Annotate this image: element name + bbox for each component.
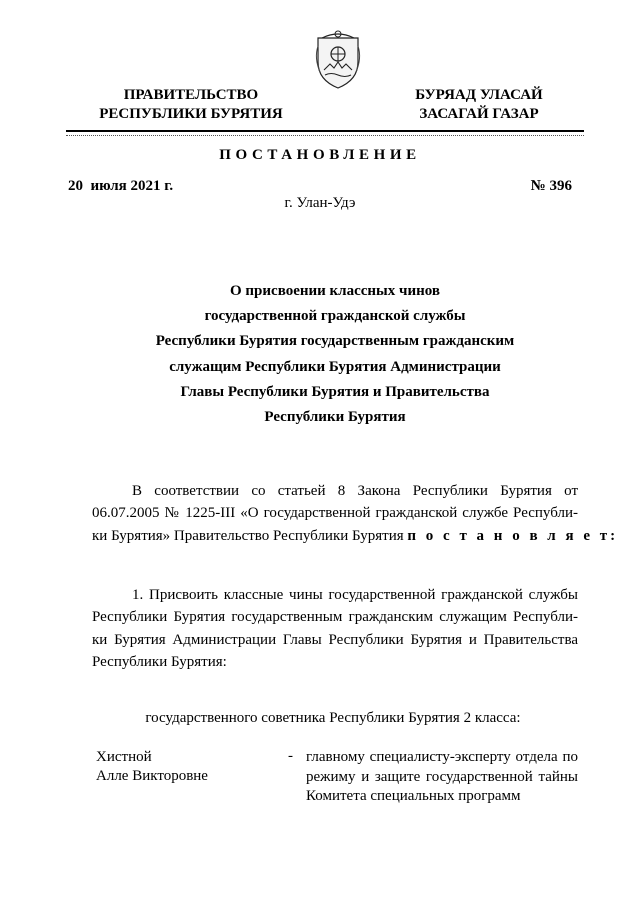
assignee-position <box>306 748 578 807</box>
header-right-line1: БУРЯАД УЛАСАЙ <box>415 87 543 103</box>
preamble-line <box>92 525 619 547</box>
position-line: режиму и защите государственной тайны <box>306 768 578 785</box>
clause-1-paragraph <box>92 584 578 674</box>
preamble-line: В соответствии со статьей 8 Закона Республики Бурятия от <box>132 483 578 499</box>
title-line: Республики Бурятия государственным гражданским <box>155 333 515 350</box>
position-line: главному специалисту-эксперту отдела по <box>306 749 578 765</box>
header-right-line2: ЗАСАГАЙ ГАЗАР <box>419 106 539 122</box>
title-line: О присвоении классных чинов <box>230 283 440 299</box>
assignee-given-name: Алле Викторовне <box>96 768 208 784</box>
document-date: 20 июля 2021 г. <box>68 178 174 194</box>
document-number: № 396 <box>530 178 572 194</box>
document-title <box>90 279 580 430</box>
class-rank: государственного советника Республики Бурятия 2 класса: <box>145 710 521 726</box>
assignee-dash: - <box>288 748 293 764</box>
preamble-line: 06.07.2005 № 1225-III «О государственной гражданской службе Республи- <box>92 505 578 522</box>
header-divider-dotted <box>66 135 584 136</box>
clause-line: Республики Бурятия государственным гражданским служащим Республи- <box>92 609 578 626</box>
document-type: ПОСТАНОВЛЕНИЕ <box>219 147 421 163</box>
header-right-org <box>384 86 574 124</box>
clause-line: 1. Присвоить классные чины государственной гражданской службы <box>132 587 578 603</box>
title-line: Республики Бурятия <box>264 409 406 426</box>
header-left-line1: ПРАВИТЕЛЬСТВО <box>123 87 259 103</box>
header-divider <box>66 130 584 132</box>
clause-line: Республики Бурятия: <box>92 654 227 671</box>
title-line: Главы Республики Бурятия и Правительства <box>180 383 490 400</box>
preamble-paragraph <box>92 480 619 547</box>
assignee-name-block <box>96 748 208 786</box>
resolves-keyword: п о с т а н о в л я е т: <box>407 527 619 544</box>
header-left-line2: РЕСПУБЛИКИ БУРЯТИЯ <box>99 106 283 122</box>
document-city: г. Улан-Удэ <box>284 195 356 211</box>
header-left-org <box>76 86 306 124</box>
position-line: Комитета специальных программ <box>306 788 521 804</box>
clause-line: ки Бурятия Администрации Главы Республики Бурятия и Правительства <box>92 631 578 648</box>
title-line: государственной гражданской службы <box>204 308 466 325</box>
preamble-line-text: ки Бурятия» Правительство Республики Бурятия <box>92 527 408 544</box>
title-line: служащим Республики Бурятия Администрации <box>169 358 501 375</box>
assignee-surname: Хистной <box>96 749 152 765</box>
buryatia-coat-of-arms-icon <box>312 28 364 90</box>
